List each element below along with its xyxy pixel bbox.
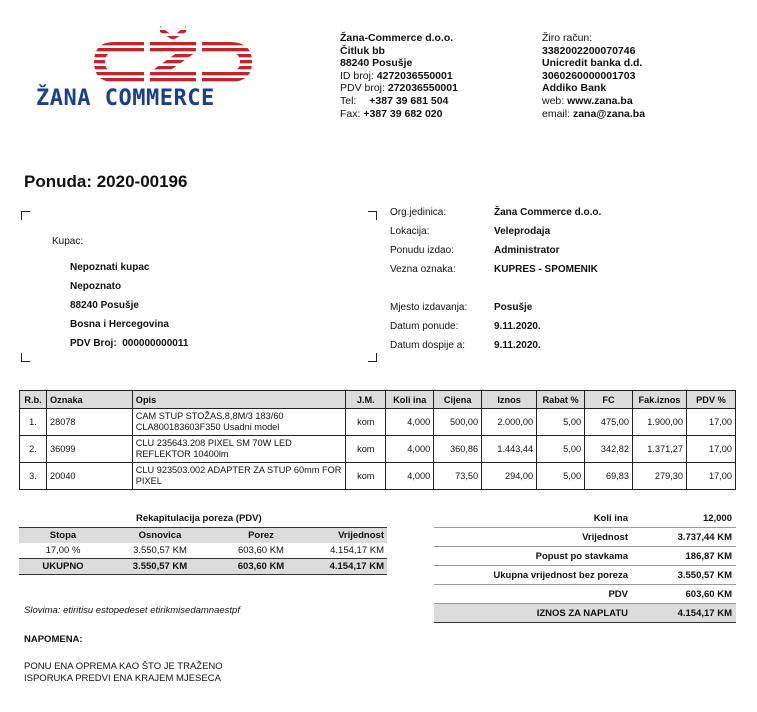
summary-label: Koli ina xyxy=(434,509,632,528)
note-title: NAPOMENA: xyxy=(24,634,83,645)
table-cell: 17,00 xyxy=(686,436,735,463)
bank-info xyxy=(542,32,645,120)
summary-label: PDV xyxy=(434,585,632,604)
column-header: Rabat % xyxy=(537,391,585,409)
company-pdv: PDV broj: 272036550001 xyxy=(340,82,458,95)
summary-value: 3.737,44 KM xyxy=(632,528,736,547)
meta-labels xyxy=(390,203,467,355)
recap-total-row xyxy=(19,559,387,575)
tax-recap-title: Rekapitulacija poreza (PDV) xyxy=(136,513,262,524)
summary-row xyxy=(434,585,736,604)
table-cell: 5,00 xyxy=(537,409,585,436)
corner-mark xyxy=(368,353,377,362)
company-tel: Tel: +387 39 681 504 xyxy=(340,94,449,107)
table-cell: 3.550,57 KM xyxy=(133,545,187,556)
table-cell: 3.550,57 KM xyxy=(107,559,213,575)
table-cell: kom xyxy=(346,436,386,463)
table-cell: kom xyxy=(346,463,386,490)
table-row xyxy=(20,463,736,490)
summary-label: Popust po stavkama xyxy=(434,547,632,566)
meta-value: 9.11.2020. xyxy=(494,340,541,351)
meta-label: Mjesto izdavanja: xyxy=(390,302,468,313)
amount-in-words: Slovima: etiritisu estopedeset etirikmisedamnaestpf xyxy=(24,605,240,616)
meta-label: Lokacija: xyxy=(390,226,430,237)
email: email: zana@zana.ba xyxy=(542,107,646,120)
table-cell: 17,00 xyxy=(686,409,735,436)
table-cell: 17,00 xyxy=(686,463,735,490)
meta-values xyxy=(494,203,601,355)
corner-mark xyxy=(21,353,30,362)
table-cell: 5,00 xyxy=(537,463,585,490)
summary-label: Ukupna vrijednost bez poreza xyxy=(434,566,632,585)
bank-1: Unicredit banka d.d. xyxy=(542,57,643,70)
items-table xyxy=(19,390,736,490)
giro-label: Žiro račun: xyxy=(542,32,593,44)
summary-row xyxy=(434,509,736,528)
table-cell: 73,50 xyxy=(434,463,482,490)
buyer-pdv: PDV Broj: 000000000011 xyxy=(70,338,189,349)
meta-label: Datum dospije a: xyxy=(390,340,466,351)
web-link[interactable]: www.zana.ba xyxy=(567,94,633,107)
column-header: Opis xyxy=(132,391,346,409)
table-cell: UKUPNO xyxy=(19,559,107,575)
column-header: Fak.iznos xyxy=(633,391,687,409)
column-header: Oznaka xyxy=(46,391,132,409)
summary-total-row xyxy=(434,604,736,623)
table-cell: CLU 923503.002 ADAPTER ZA STUP 60mm FOR PIXEL xyxy=(132,463,346,490)
summary-row xyxy=(434,528,736,547)
column-header: Koli ina xyxy=(386,391,434,409)
note-line: ISPORUKA PREDVI ENA KRAJEM MJESECA xyxy=(24,673,221,684)
meta-label: Org.jedinica: xyxy=(390,207,447,218)
summary-value: 4.154,17 KM xyxy=(632,604,736,623)
table-cell: 603,60 KM xyxy=(213,559,309,575)
buyer-label: Kupac: xyxy=(52,236,84,247)
table-cell: CAM STUP STOŽAS.8,8M/3 183/60 CLA800183603F350 Usadni model xyxy=(132,409,346,436)
summary-value: 603,60 KM xyxy=(632,585,736,604)
table-cell: 4.154,17 KM xyxy=(330,545,384,556)
company-name: Žana-Commerce d.o.o. xyxy=(340,32,454,44)
table-cell: 279,30 xyxy=(633,463,687,490)
column-header: Cijena xyxy=(434,391,482,409)
table-cell: 1.443,44 xyxy=(482,436,537,463)
meta-value: Posušje xyxy=(494,302,533,313)
company-info xyxy=(340,32,458,120)
table-cell: 20040 xyxy=(46,463,132,490)
items-header-row xyxy=(20,391,736,409)
table-cell: 4,000 xyxy=(386,436,434,463)
bank-2: Addiko Bank xyxy=(542,82,607,95)
recap-header-row xyxy=(19,528,387,544)
table-cell: 603,60 KM xyxy=(238,545,284,556)
column-header: PDV % xyxy=(686,391,735,409)
table-row xyxy=(20,409,736,436)
table-cell: 2. xyxy=(20,436,47,463)
corner-mark xyxy=(368,211,377,220)
logo-mark-icon xyxy=(32,24,277,84)
company-id: ID broj: 4272036550001 xyxy=(340,69,453,82)
meta-value: 9.11.2020. xyxy=(494,321,541,332)
company-street: Čitluk bb xyxy=(340,44,385,57)
meta-label: Datum ponude: xyxy=(390,321,459,332)
table-cell: 360,86 xyxy=(434,436,482,463)
company-city: 88240 Posušje xyxy=(340,57,413,70)
note-line: PONU ENA OPREMA KAO ŠTO JE TRAŽENO xyxy=(24,661,223,672)
table-cell: 69,83 xyxy=(585,463,633,490)
account-2: 3060260000001703 xyxy=(542,69,636,82)
table-cell: 28078 xyxy=(46,409,132,436)
table-cell: 4,000 xyxy=(386,409,434,436)
meta-value: Žana Commerce d.o.o. xyxy=(494,207,602,218)
corner-mark xyxy=(21,211,30,220)
column-header: Porez xyxy=(213,528,309,544)
table-cell: 4,000 xyxy=(386,463,434,490)
summary-value: 186,87 KM xyxy=(632,547,736,566)
table-cell: 1. xyxy=(20,409,47,436)
summary-row xyxy=(434,547,736,566)
summary-table xyxy=(434,509,736,623)
offer-title: Ponuda: 2020-00196 xyxy=(24,172,188,191)
table-cell: 5,00 xyxy=(537,436,585,463)
table-cell: 36099 xyxy=(46,436,132,463)
table-cell: CLU 235643.208 PIXEL SM 70W LED REFLEKTOR 10400lm xyxy=(132,436,346,463)
table-cell: 294,00 xyxy=(482,463,537,490)
logo-brand-text: ŽANA COMMERCE xyxy=(36,86,215,111)
table-cell: 475,00 xyxy=(585,409,633,436)
summary-value: 3.550,57 KM xyxy=(632,566,736,585)
table-cell: 500,00 xyxy=(434,409,482,436)
column-header: R.b. xyxy=(20,391,47,409)
buyer-city: 88240 Posušje xyxy=(70,300,139,311)
column-header: Osnovica xyxy=(107,528,213,544)
company-logo xyxy=(32,24,277,116)
column-header: Stopa xyxy=(19,528,107,544)
web: web: www.zana.ba xyxy=(542,94,633,107)
summary-label: Vrijednost xyxy=(434,528,632,547)
summary-value: 12,000 xyxy=(632,509,736,528)
table-cell: 3. xyxy=(20,463,47,490)
email-link[interactable]: zana@zana.ba xyxy=(572,107,646,120)
buyer-name: Nepoznati kupac xyxy=(70,262,150,273)
table-cell: 1.900,00 xyxy=(633,409,687,436)
table-cell: kom xyxy=(346,409,386,436)
summary-row xyxy=(434,566,736,585)
buyer-line2: Nepoznato xyxy=(70,281,122,292)
table-row xyxy=(20,436,736,463)
company-fax: Fax: +387 39 682 020 xyxy=(340,107,443,120)
summary-label: IZNOS ZA NAPLATU xyxy=(434,604,632,623)
meta-label: Vezna oznaka: xyxy=(390,264,456,275)
table-cell: 1.371,27 xyxy=(633,436,687,463)
buyer-country: Bosna i Hercegovina xyxy=(70,319,169,330)
meta-label: Ponudu izdao: xyxy=(390,245,454,256)
tax-recap-table xyxy=(19,527,387,575)
table-row xyxy=(19,543,387,559)
column-header: Vrijednost xyxy=(309,528,387,544)
table-cell: 4.154,17 KM xyxy=(309,559,387,575)
column-header: J.M. xyxy=(346,391,386,409)
meta-value: Veleprodaja xyxy=(494,226,551,237)
table-cell: 342,82 xyxy=(585,436,633,463)
buyer-block xyxy=(70,258,188,353)
table-cell: 17,00 % xyxy=(45,545,81,556)
account-1: 3382002200070746 xyxy=(542,44,636,57)
table-cell: 2.000,00 xyxy=(482,409,537,436)
meta-value: KUPRES - SPOMENIK xyxy=(494,264,598,275)
column-header: FC xyxy=(585,391,633,409)
meta-value: Administrator xyxy=(494,245,560,256)
column-header: Iznos xyxy=(482,391,537,409)
